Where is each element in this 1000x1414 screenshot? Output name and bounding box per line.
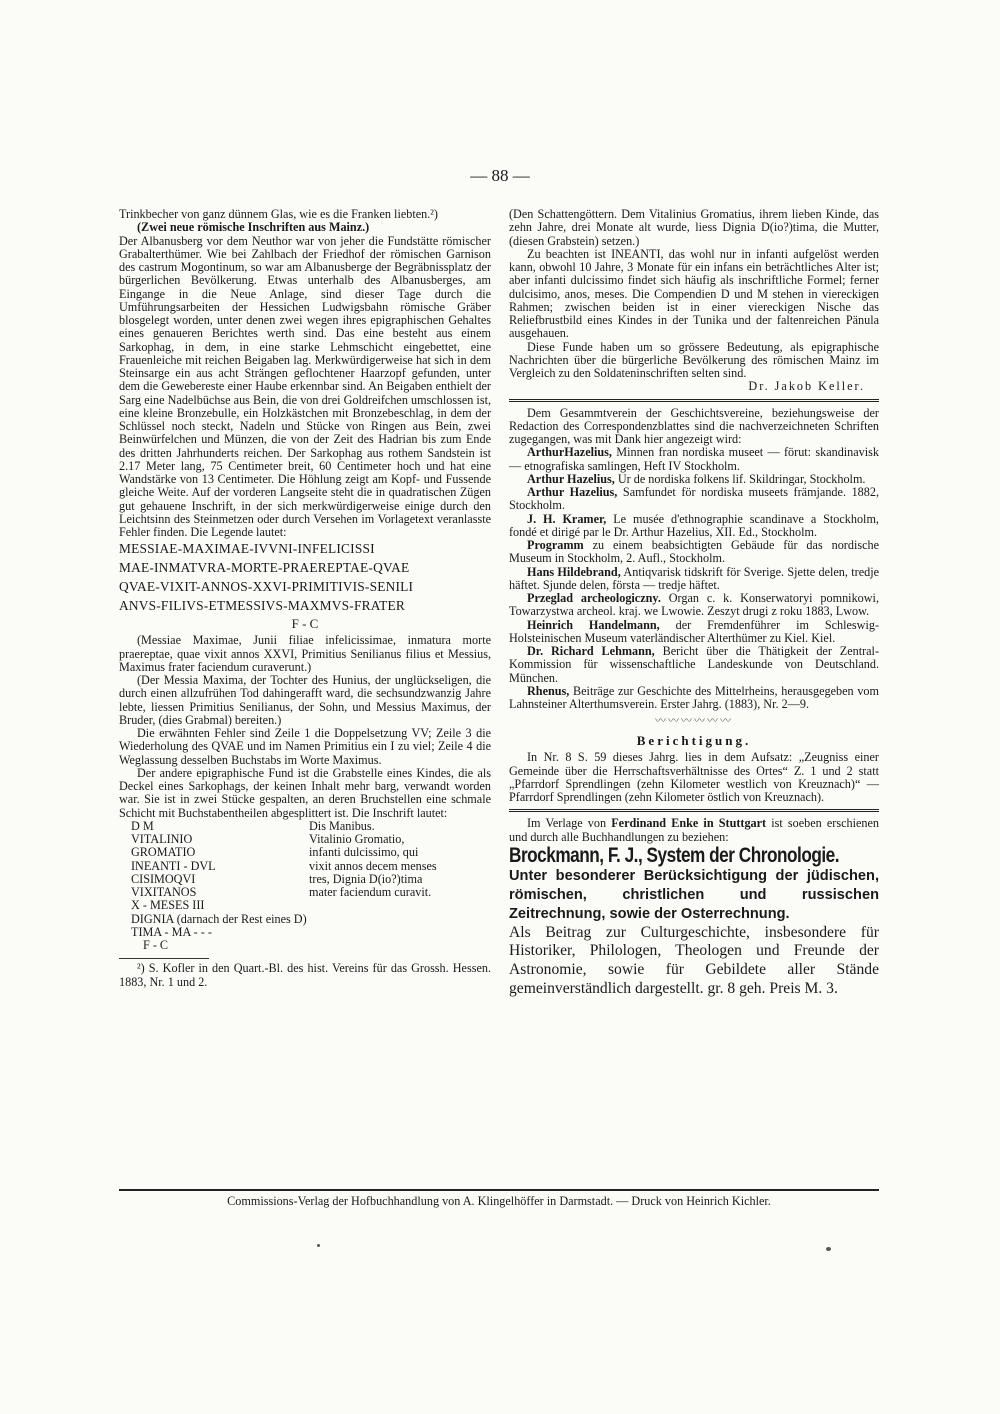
print-speck <box>317 1244 320 1247</box>
signature-line <box>509 380 879 393</box>
ad-subtitle: Unter besonderer Berücksichtigung der jüdischen, römischen, christlichen und russischen Zeitrechnung, sowie der Osterrechnung. <box>509 867 879 922</box>
list-item: Hans Hildebrand, Antiqvarisk tidskrift för Sverige. Sjette delen, tredje häftet. Sjunde delen, första — tredje häftet. <box>509 564 880 592</box>
receipts-list <box>509 446 879 711</box>
right-column <box>509 208 879 998</box>
ornament-divider: 〰〰〰〰〰〰 <box>655 715 733 728</box>
table-row: VITALINIO Vitalinio Gromatio, <box>131 832 405 846</box>
list-item: J. H. Kramer, Le musée d'ethnographie scandinave a Stockholm, fondé et dirigé par le Dr. Arthur Hazelius, XII. Ed., Stockholm. <box>509 511 879 539</box>
author-signature: Dr. Jakob Keller. <box>748 379 865 394</box>
table-row: GROMATIO infanti dulcissimo, qui <box>131 845 419 860</box>
inscription-1 <box>119 539 491 615</box>
table-row: INEANTI - DVL vixit annos decem menses <box>131 858 437 873</box>
list-item: Heinrich Handelmann, der Fremdenführer im Schleswig-Holsteinischen Museum vaterländischer Alterthümer zu Kiel. Kiel. <box>509 617 880 645</box>
imprint-footer: Commissions-Verlag der Hofbuchhandlung von A. Klingelhöffer in Darmstadt. — Druck von Heinrich Kichler. <box>227 1194 771 1208</box>
list-item: Programm zu einem beabsichtigten Gebäude für das nordische Museum in Stockholm, 2. Aufl., Stockholm. <box>509 538 879 566</box>
section-divider <box>509 809 879 812</box>
table-row: F - C <box>143 938 169 952</box>
paragraph: Trinkbecher von ganz dünnem Glas, wie es die Franken liebten.²) <box>119 207 438 221</box>
footer-divider <box>119 1189 879 1191</box>
berichtigung-text: In Nr. 8 S. 59 dieses Jahrg. lies in dem Aufsatz: „Zeugniss einer Gemeinde über die Herrschaftsverhältnisse des Ortes“ Z. 1 und 2 statt „Pfarrdorf Sprendlingen (zehn Kilometer westlich von Kreuznach)“ — Pfarrdorf Sprendlingen (zehn Kilometer östlich von Kreuznach). <box>509 750 879 804</box>
paragraph: Zu beachten ist INEANTI, das wohl nur in infanti aufgelöst werden kann, obwohl 10 Jahre, 3 Monate für ein infans ein beträchtliches Alter ist; aber infanti dulcissimo findet sich häufig als inschriftliche Formel; ferner dulcisimo, anos, meses. Die Compendien D und M stehen in viereckigen Rahmen; zwischen beiden ist in einer viereckigen Nische das Reliefbrustbild eines Kindes in der Tunika und der faltenreichen Pänula ausgehauen. <box>509 246 879 341</box>
paragraph: Die erwähnten Fehler sind Zeile 1 die Doppelsetzung VV; Zeile 3 die Wiederholung des QVAE und im Namen Primitius ein I zu viel; Zeile 4 die Weglassung desselben Buchstabs im Worte Maximus. <box>119 726 491 767</box>
latin-transcription: (Messiae Maximae, Junii filiae infelicissimae, inmatura morte praereptae, quae vixit annos XXVI, Primitius Senilianus filius et Messius, Maximus frater faciendum curaverunt.) <box>119 633 491 674</box>
receipts-intro: Dem Gesammtverein der Geschichtsvereine, beziehungsweise der Redaction des Correspondenzblattes sind die nachverzeichneten Schriften zugegangen, was mit Dank hier angezeigt wird: <box>509 405 879 446</box>
footnote-divider <box>119 958 209 959</box>
page-number: — 88 — <box>470 166 530 185</box>
paragraph: Der andere epigraphische Fund ist die Grabstelle eines Kindes, die als Deckel eines Sarkophags, der keinen Inhalt mehr barg, verwandt worden war. Sie ist in zwei Stücke gespalten, an deren Bruchstellen eine schmale Schicht mit Buchstabentheilen abgesplittert ist. Die Inschrift lautet: <box>119 765 491 820</box>
list-item: Rhenus, Beiträge zur Geschichte des Mittelrheins, herausgegeben vom Lahnsteiner Alterthumsverein. Erster Jahrg. (1883), Nr. 2—9. <box>509 683 879 711</box>
list-item: Przeglad archeologiczny. Organ c. k. Konserwatoryi pomnikowi, Towarzystwa archeol. kraj. we Lwowie. Zeszyt drugi z roku 1883, Lwow. <box>509 591 879 619</box>
paragraph: Diese Funde haben um so grössere Bedeutung, als epigraphische Nachrichten über die bürgerliche Bevölkerung des römischen Mainz im Vergleich zu den Soldateninschriften selten sind. <box>509 339 879 380</box>
paragraph: (Den Schattengöttern. Dem Vitalinius Gromatius, ihrem lieben Kinde, das zehn Jahre, drei Monate alt wurde, liess Dignia D(io?)tima, die Mutter, (diesen Grabstein) setzen.) <box>509 207 879 248</box>
section-heading: (Zwei neue römische Inschriften aus Mainz.) <box>137 220 370 235</box>
advertisement <box>509 817 879 998</box>
table-row: CISIMOQVI tres, Dignia D(io?)tima <box>131 871 423 886</box>
list-item: Dr. Richard Lehmann, Bericht über die Thätigkeit der Zentral-Kommission für wissenschaftliche Landeskunde von Deutschland. München. <box>509 644 879 685</box>
german-translation: (Der Messia Maxima, der Tochter des Hunius, der unglückseligen, die durch einen allzufrühen Tod dahingerafft ward, die sechsundzwanzig Jahre lebte, liessen Primitius Senilianus, der Sohn, und Messius Maximus, der Bruder, (dies Grabmal) bereiten.) <box>119 673 491 727</box>
ad-body: Als Beitrag zur Culturgeschichte, insbesondere für Historiker, Philologen, Theologen und Freunde der Astronomie, sowie für Gebildete aller Stände gemeinverständlich dargestellt. gr. 8 geh. Preis M. 3. <box>509 923 879 997</box>
table-row: X - MESES III <box>131 898 205 913</box>
paragraph: Der Albanusberg vor dem Neuthor war von jeher die Fundstätte römischer Grabalterthümer. Wie bei Zahlbach der Friedhof der römischen Garnison des castrum Mogontinum, so war am Albanusberge der Begräbnissplatz der bürgerlichen Bevölkerung. Etwas unterhalb des Albanusberges, am Eingange in die Neue Anlage, sind dieser Tage durch die Umführungsarbeiten der Hessichen Ludwigsbahn römische Gräber blosgelegt worden, unter denen zwei wegen ihres epigraphischen Gehaltes eines genaueren Berichtes werth sind. Das eine besteht aus einem Sarkophag, in dem, in eine starke Lehmschicht eingebettet, eine Frauenleiche mit reichen Beigaben lag. Merkwürdigerweise hat sich in dem Steinsarge ein aus acht Strängen geflochtener Haarzopf gefunden, unter dem die Gewebereste einer Haube erkennbar sind. An Beigaben enthielt der Sarg eine Nadelbüchse aus Bein, die von drei Goldreifchen umschlossen ist, eine kleine Bronzebulle, ein Holzkästchen mit Bronzebeschlag, in dem der Schlüssel noch steckt, Nadeln und Stücke von Ringen aus Bein, zwei Beinwürfelchen und Münzen, die von der Zeit des Hadrian bis zum Ende des dritten Jahrhunderts reichen. Der Sarkophag aus rothem Sandstein ist 2.17 Meter lang, 75 Centimeter breit, 60 Centimeter hoch und hat eine Wandstärke von 13 Centimeter. Die Höhlung zeigt am Kopf- und Fussende gleiche Weite. Auf der vorderen Langseite steht die in quadratischen Zügen gut gehauene Inschrift, in der sich merkwürdigerweise einige durch den Leichtsinn des Steinmetzen oder durch Versehen im Vorlagetext veranlasste Fehler finden. Die Legende lautet: <box>119 233 491 539</box>
inscription-line: MAE-INMATVRA-MORTE-PRAEREPTAE-QVAE <box>119 560 410 576</box>
footnote: ²) S. Kofler in den Quart.-Bl. des hist. Vereins für das Grossh. Hessen. 1883, Nr. 1 und 2. <box>119 961 491 989</box>
inscription-2-table <box>131 820 491 953</box>
berichtigung-heading: Berichtigung. <box>636 733 752 749</box>
table-row: D M Dis Manibus. <box>131 818 375 833</box>
ad-title: Brockmann, F. J., System der Chronologie. <box>509 843 840 867</box>
list-item: Arthur Hazelius, Samfundet för nordiska museets främjande. 1882, Stockholm. <box>509 485 879 513</box>
ad-intro: Im Verlage von Ferdinand Enke in Stuttgart ist soeben erschienen und durch alle Buchhandlungen zu beziehen: <box>509 816 879 844</box>
left-column <box>119 208 491 989</box>
print-speck <box>826 1247 831 1251</box>
table-row: DIGNIA (darnach der Rest eines D) <box>131 911 307 926</box>
table-row: TIMA - MA - - - <box>131 924 212 939</box>
list-item: Arthur Hazelius, Ur de nordiska folkens lif. Skildringar, Stockholm. <box>527 471 866 486</box>
inscription-line: QVAE-VIXIT-ANNOS-XXVI-PRIMITIVIS-SENILI <box>119 579 414 595</box>
section-divider <box>509 399 879 402</box>
inscription-line: ANVS-FILIVS-ETMESSIVS-MAXMVS-FRATER <box>119 598 405 614</box>
list-item: ArthurHazelius, Minnen fran nordiska museet — förut: skandinavisk — etnografiska samlingen, Heft IV Stockholm. <box>509 445 879 473</box>
inscription-line: MESSIAE-MAXIMAE-IVVNI-INFELICISSI <box>119 541 375 557</box>
inscription-end: F - C <box>291 616 319 632</box>
table-row: VIXITANOS mater faciendum curavit. <box>131 885 432 899</box>
